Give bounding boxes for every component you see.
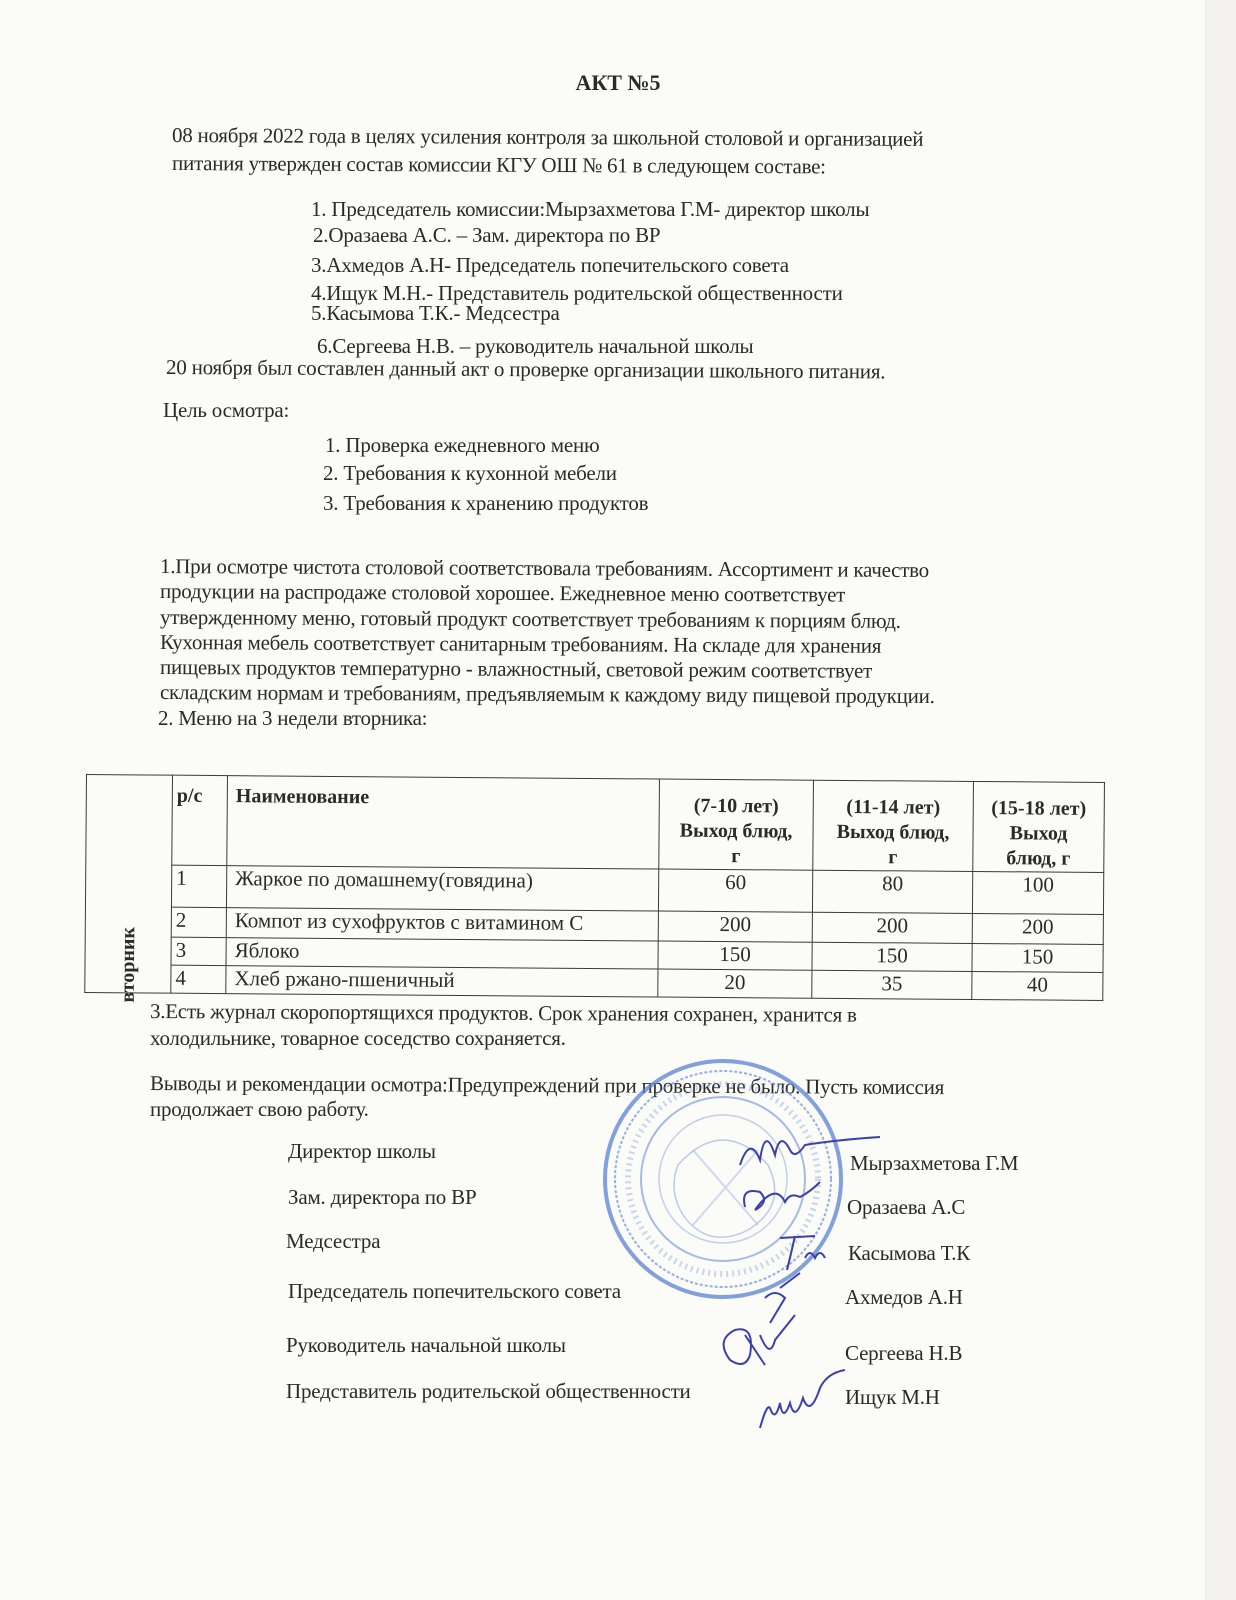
document-title: АКТ №5: [575, 70, 661, 95]
signature-nurse-icon: [775, 1228, 835, 1273]
row-num: 2: [171, 907, 226, 937]
header-age-range: (7-10 лет): [693, 794, 779, 818]
signature-name: Ахмедов А.Н: [845, 1285, 963, 1309]
header-num: р/с: [172, 775, 228, 865]
row-num: 4: [171, 965, 226, 993]
row-age2: 150: [812, 942, 972, 971]
signature-deputy-icon: [735, 1172, 825, 1217]
signature-role: Зам. директора по ВР: [288, 1185, 477, 1209]
row-age1: 20: [658, 969, 812, 998]
finding-line: 2. Меню на 3 недели вторника:: [158, 705, 428, 730]
row-name: Яблоко: [226, 938, 658, 969]
finding-line: пищевых продуктов температурно - влажностный, световой режим соответствует: [159, 655, 873, 683]
day-label: вторник: [116, 926, 139, 1003]
signature-role: Представитель родительской общественности: [286, 1379, 691, 1403]
row-age3: 200: [972, 913, 1103, 944]
signature-primary-head-icon: [715, 1310, 805, 1375]
goal-heading: Цель осмотра:: [163, 398, 290, 422]
commission-member: 3.Ахмедов А.Н- Председатель попечительского совета: [311, 253, 789, 277]
header-age-unit: г: [888, 846, 898, 869]
intro-line: 08 ноября 2022 года в целях усиления контроля за школьной столовой и организацией: [171, 123, 924, 151]
row-age3: 150: [972, 943, 1103, 972]
menu-table: [84, 774, 1105, 1001]
intro-paragraph: [172, 122, 923, 177]
row-name: Хлеб ржано-пшеничный: [226, 966, 658, 997]
finding-line: утвержденному меню, готовый продукт соответствует требованиям к порциям блюд.: [159, 604, 901, 633]
signature-name: Мырзахметова Г.М: [850, 1151, 1019, 1175]
header-age-unit: г: [731, 845, 741, 868]
day-cell: [85, 775, 173, 1003]
page-edge: [1205, 0, 1236, 1600]
act-statement: 20 ноября был составлен данный акт о проверке организации школьного питания.: [165, 355, 886, 384]
header-age-caption: Выход блюд,: [679, 819, 793, 843]
commission-member: 4.Ищук М.Н.- Представитель родительской общественности: [311, 281, 843, 305]
header-age-7-10: [659, 779, 814, 870]
row-name: Компот из сухофруктов с витамином С: [226, 908, 658, 941]
storage-line: 3.Есть журнал скоропортящихся продуктов. Срок хранения сохранен, хранится в: [149, 999, 857, 1027]
header-age-caption: Выход блюд,: [836, 820, 950, 844]
row-age3: 100: [972, 871, 1103, 914]
finding-line: продукции на распродаже столовой хорошее. Ежедневное меню соответствует: [159, 579, 846, 607]
signature-name: Касымова Т.К: [848, 1241, 971, 1265]
row-age2: 35: [812, 970, 972, 999]
signature-role: Директор школы: [288, 1139, 436, 1163]
header-age-11-14: [813, 780, 974, 871]
signature-name: Сергеева Н.В: [845, 1341, 963, 1365]
header-age-range: (11-14 лет): [846, 795, 941, 819]
goal-item: 2. Требования к кухонной мебели: [323, 461, 617, 485]
header-age-caption: Выход: [1009, 822, 1068, 845]
row-num: 3: [171, 937, 226, 965]
header-age-unit: блюд, г: [1006, 847, 1071, 870]
row-age3: 40: [972, 971, 1103, 1000]
header-age-15-18: [973, 781, 1105, 872]
commission-member: 1. Председатель комиссии:Мырзахметова Г.М- директор школы: [311, 197, 870, 221]
intro-line: питания утвержден состав комиссии КГУ ОШ № 61 в следующем составе:: [171, 150, 826, 178]
signature-name: Оразаева А.С: [847, 1195, 966, 1219]
commission-member: 2.Оразаева А.С. – Зам. директора по ВР: [313, 223, 661, 247]
row-age2: 80: [812, 870, 972, 913]
menu-header-row: [86, 775, 1105, 873]
commission-member: 5.Касымова Т.К.- Медсестра: [311, 301, 560, 325]
row-num: 1: [171, 865, 226, 907]
row-age1: 60: [658, 869, 812, 912]
finding-line: Кухонная мебель соответствует санитарным требованиям. На складе для хранения: [159, 629, 882, 658]
header-age-range: (15-18 лет): [991, 797, 1087, 820]
goal-item: 3. Требования к хранению продуктов: [323, 491, 649, 515]
storage-line: холодильнике, товарное соседство сохраняется.: [150, 1026, 566, 1050]
findings-paragraph: [160, 554, 935, 731]
row-name: Жаркое по домашнему(говядина): [226, 866, 658, 911]
signature-trustee-icon: [755, 1268, 815, 1328]
signature-role: Медсестра: [286, 1229, 381, 1253]
signature-role: Председатель попечительского совета: [288, 1279, 621, 1303]
header-name: Наименование: [227, 776, 660, 869]
conclusion-paragraph: [150, 1070, 944, 1122]
signature-name: Ищук М.Н: [845, 1385, 940, 1409]
signature-role: Руководитель начальной школы: [286, 1333, 566, 1357]
commission-member: 6.Сергеева Н.В. – руководитель начальной школы: [317, 334, 754, 358]
row-age1: 200: [658, 911, 812, 942]
conclusion-line: продолжает свою работу.: [150, 1097, 369, 1121]
goal-item: 1. Проверка ежедневного меню: [325, 433, 600, 457]
conclusion-line: Выводы и рекомендации осмотра:Предупреждений при проверке не было. Пусть комиссия: [149, 1071, 945, 1100]
storage-paragraph: [150, 998, 857, 1052]
row-age1: 150: [658, 941, 812, 970]
finding-line: 1.При осмотре чистота столовой соответствовала требованиям. Ассортимент и качество: [159, 554, 930, 583]
finding-line: складским нормам и требованиям, предъявляемым к каждому виду пищевой продукции.: [159, 680, 935, 709]
row-age2: 200: [812, 912, 972, 943]
